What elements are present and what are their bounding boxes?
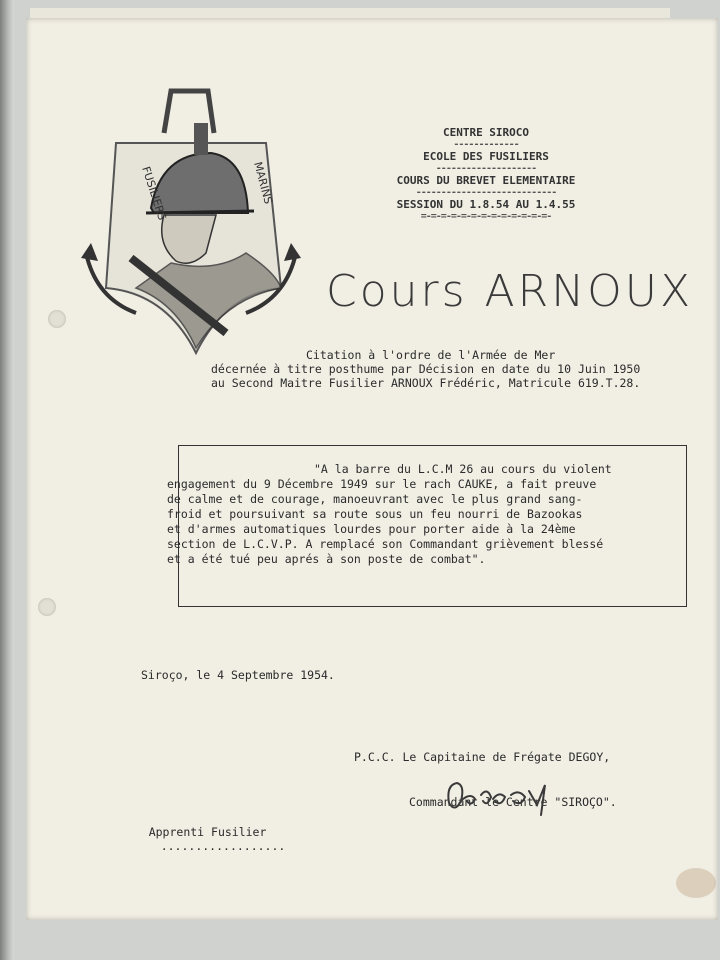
separator: --------------------	[435, 163, 537, 174]
quote-line: froid et poursuivant sa route sous un feu nourri de Bazookas	[167, 507, 583, 521]
header-line: ECOLE DES FUSILIERS	[423, 150, 549, 163]
punch-hole	[48, 310, 66, 328]
quote-line: de calme et de courage, manoeuvrant avec le plus grand sang-	[167, 492, 583, 506]
quote-line: section de L.C.V.P. A remplacé son Commandant grièvement blessé	[167, 537, 604, 551]
citation-quote-box	[167, 445, 687, 607]
emblem-right-text: MARINS	[251, 160, 275, 206]
handwritten-signature	[441, 773, 571, 823]
quote-line: "A la barre du L.C.M 26 au cours du violent	[314, 462, 612, 476]
punch-hole	[38, 598, 56, 616]
citation-line: Citation à l'ordre de l'Armée de Mer	[306, 348, 556, 362]
quote-line: engagement du 9 Décembre 1949 sur le rach CAUKE, a fait preuve	[167, 477, 597, 491]
citation-intro	[211, 348, 681, 390]
emblem-left-text: FUSILIERS	[139, 164, 169, 222]
header-line: CENTRE SIROCO	[442, 126, 530, 139]
separator: ----------------------------	[415, 187, 557, 198]
quote-line: et a été tué peu aprés à son poste de combat".	[167, 552, 486, 566]
anchor-helmet-soldier-emblem	[76, 83, 306, 373]
course-title: Cours ARNOUX	[326, 266, 694, 317]
header-line: COURS DU BREVET ELEMENTAIRE	[396, 174, 576, 187]
quote-line: et d'armes automatiques lourdes pour porter aide à la 24ème	[167, 522, 576, 536]
document-page	[26, 18, 718, 920]
apprenti-label: Apprenti Fusilier	[148, 825, 267, 839]
binder-edge	[0, 0, 14, 960]
signatory-line: P.C.C. Le Capitaine de Frégate DEGOY,	[354, 750, 611, 764]
apprenti-line	[121, 811, 285, 867]
separator: -------------	[453, 139, 519, 150]
header-line: SESSION DU 1.8.54 AU 1.4.55	[396, 198, 576, 211]
stain	[676, 868, 716, 898]
header-block	[371, 126, 601, 222]
date-line: Siroço, le 4 Septembre 1954.	[141, 668, 335, 682]
apprenti-dots: ..................	[160, 839, 286, 853]
signatory-line: Commandant le Centre "SIROÇO".	[409, 795, 617, 809]
citation-line: décernée à titre posthume par Décision en date du 10 Juin 1950	[211, 362, 641, 376]
citation-quote	[167, 462, 689, 567]
separator: =-=-=-=-=-=-=-=-=-=-=-=-=-	[420, 211, 552, 222]
citation-line: au Second Maitre Fusilier ARNOUX Frédéric, Matricule 619.T.28.	[211, 376, 641, 390]
